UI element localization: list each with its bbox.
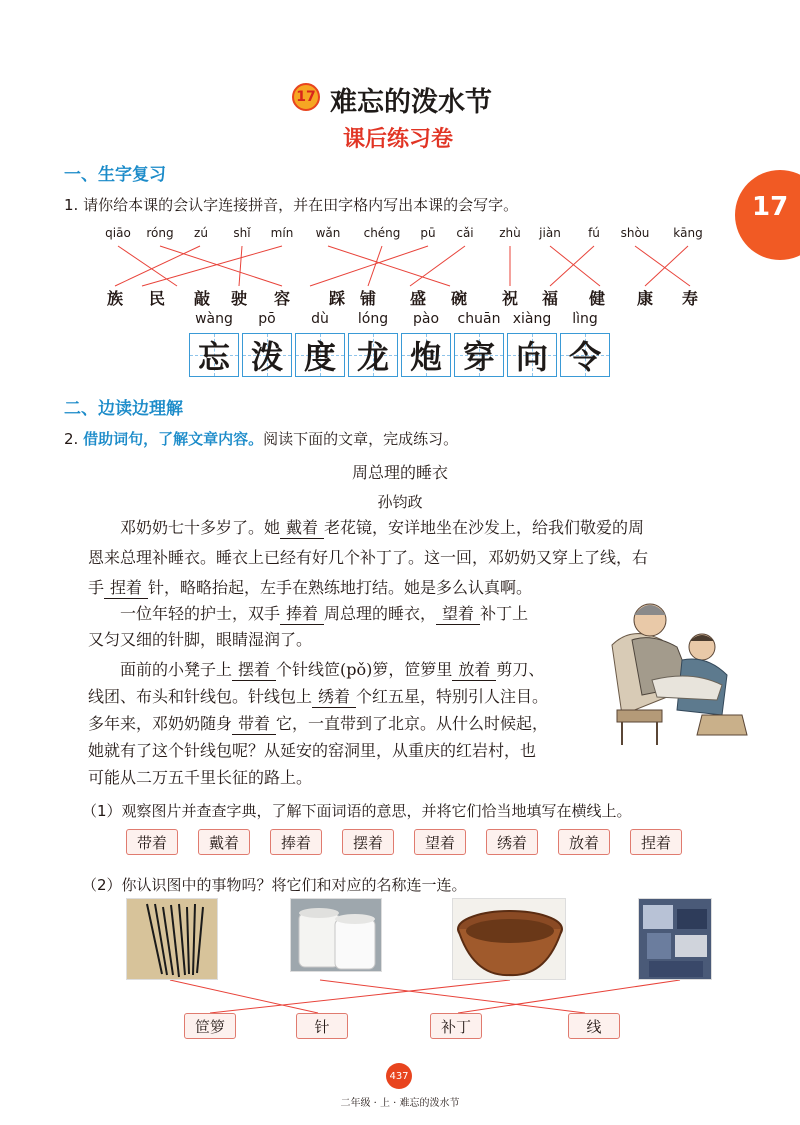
passage-author: 孙钧政 — [377, 493, 423, 511]
passage-line — [88, 578, 532, 599]
fill-blank: 捧着 — [280, 604, 324, 625]
tianzige-cell[interactable] — [454, 333, 504, 377]
grid-character: 忘 — [197, 338, 230, 376]
fill-blank: 捏着 — [104, 578, 148, 599]
grid-pinyin: lóng — [357, 311, 389, 327]
pinyin-item[interactable]: pū — [420, 226, 436, 240]
tianzige-cell[interactable] — [295, 333, 345, 377]
picture-match-lines — [170, 980, 680, 1013]
basket-photo — [452, 898, 566, 980]
passage-line: 她就有了这个针线包呢？从延安的窑洞里，从重庆的红岩村，也 — [88, 741, 537, 760]
name-box-needle[interactable]: 针 — [296, 1013, 348, 1039]
character-item[interactable]: 容 — [273, 289, 290, 308]
passage-text: 个针线笸(pǒ)箩，笸箩里 — [276, 660, 453, 679]
pinyin-item[interactable]: shǐ — [233, 226, 251, 240]
fill-blank: 望着 — [436, 604, 480, 625]
passage-text: 手 — [88, 578, 105, 597]
pinyin-match-lines — [115, 246, 690, 286]
sub-question-2: （2）你认识图中的事物吗？将它们和对应的名称连一连。 — [82, 876, 467, 894]
page-number: 437 — [386, 1063, 412, 1089]
passage-line — [88, 714, 548, 735]
character-item[interactable]: 族 — [106, 289, 123, 308]
section-title-1: 一、生字复习 — [64, 165, 166, 185]
pinyin-item[interactable]: wǎn — [315, 226, 341, 240]
character-item[interactable]: 民 — [148, 289, 165, 308]
question-2-highlight: 借助词句，了解文章内容。 — [83, 430, 264, 448]
pinyin-item[interactable]: fú — [588, 226, 600, 240]
word-chip[interactable]: 带着 — [126, 829, 178, 855]
grandma-sewing-illustration — [602, 585, 752, 750]
passage-text: 老花镜，安详地坐在沙发上，给我们敬爱的周 — [324, 518, 645, 537]
passage-line: 可能从二万五千里长征的路上。 — [88, 768, 313, 787]
grid-pinyin: xiàng — [512, 311, 552, 327]
passage-text: 邓奶奶七十多岁了。她 — [120, 518, 281, 537]
fill-blank: 绣着 — [312, 687, 356, 708]
grid-pinyin: pō — [258, 311, 276, 327]
passage-text: 周总理的睡衣， — [324, 604, 437, 623]
thread-spools-image — [291, 899, 382, 972]
needles-image — [127, 899, 218, 980]
grid-character: 向 — [515, 338, 548, 376]
passage-text: 多年来，邓奶奶随身 — [88, 714, 233, 733]
needles-photo — [126, 898, 218, 980]
tianzige-grid — [189, 333, 610, 377]
lesson-title: 难忘的泼水节 — [330, 87, 492, 118]
passage-text: 它，一直带到了北京。从什么时候起， — [276, 714, 549, 733]
passage-text: 针，略略抬起，左手在熟练地打结。她是多么认真啊。 — [148, 578, 533, 597]
passage-text: 剪刀、 — [496, 660, 545, 679]
word-chip[interactable]: 绣着 — [486, 829, 538, 855]
grid-pinyin: pào — [412, 311, 440, 327]
pinyin-item[interactable]: cǎi — [456, 226, 474, 240]
character-item[interactable]: 祝 — [501, 289, 518, 308]
character-item[interactable]: 敲 — [193, 289, 210, 308]
character-item[interactable]: 踩 — [328, 289, 345, 308]
grid-character: 泼 — [250, 338, 283, 376]
passage-line — [120, 518, 644, 539]
question-2-number: 2. — [64, 430, 79, 448]
pinyin-item[interactable]: mín — [270, 226, 294, 240]
basket-image — [453, 899, 566, 980]
tianzige-cell[interactable] — [507, 333, 557, 377]
passage-line — [88, 687, 548, 708]
patched-cloth-image — [639, 899, 712, 980]
character-item[interactable]: 碗 — [450, 289, 467, 308]
passage-text: 补丁上 — [480, 604, 529, 623]
word-chip[interactable]: 望着 — [414, 829, 466, 855]
name-box-patch[interactable]: 补丁 — [430, 1013, 482, 1039]
passage-line — [120, 604, 528, 625]
word-chip[interactable]: 放着 — [558, 829, 610, 855]
fill-blank: 戴着 — [280, 518, 324, 539]
section-title-2: 二、边读边理解 — [64, 399, 183, 419]
word-bank — [126, 829, 682, 855]
word-chip[interactable]: 戴着 — [198, 829, 250, 855]
name-box-thread[interactable]: 线 — [568, 1013, 620, 1039]
patch-cloth-photo — [638, 898, 712, 980]
sub-question-1: （1）观察图片并查查字典，了解下面词语的意思，并将它们恰当地填写在横线上。 — [82, 802, 632, 820]
passage-line: 又匀又细的针脚，眼睛湿润了。 — [88, 630, 313, 649]
tianzige-cell[interactable] — [189, 333, 239, 377]
character-item[interactable]: 康 — [636, 289, 653, 308]
character-item[interactable]: 铺 — [359, 289, 376, 308]
character-item[interactable]: 健 — [588, 289, 605, 308]
grid-pinyin: lìng — [572, 311, 598, 327]
pinyin-item[interactable]: róng — [146, 226, 174, 240]
tianzige-cell[interactable] — [560, 333, 610, 377]
grid-character: 度 — [303, 338, 336, 376]
pinyin-item[interactable]: shòu — [620, 226, 650, 240]
question-1: 1. 请你给本课的会认字连接拼音，并在田字格内写出本课的会写字。 — [64, 196, 519, 214]
passage-line: 恩来总理补睡衣。睡衣上已经有好几个补丁了。这一回，邓奶奶又穿上了线，右 — [88, 548, 649, 567]
pinyin-item[interactable]: zhù — [499, 226, 521, 240]
character-item[interactable]: 寿 — [681, 289, 698, 308]
word-chip[interactable]: 捏着 — [630, 829, 682, 855]
grid-character: 穿 — [462, 338, 495, 376]
pinyin-item[interactable]: qiāo — [105, 226, 131, 240]
fill-blank: 摆着 — [232, 660, 276, 681]
pinyin-item[interactable]: chéng — [363, 226, 401, 240]
grid-pinyin: chuān — [457, 311, 501, 327]
grid-character: 炮 — [409, 338, 442, 376]
passage-text: 面前的小凳子上 — [120, 660, 233, 679]
grid-character: 龙 — [356, 338, 389, 376]
tianzige-cell[interactable] — [348, 333, 398, 377]
tianzige-cell[interactable] — [242, 333, 292, 377]
passage-text: 线团、布头和针线包。针线包上 — [88, 687, 313, 706]
grid-character: 令 — [568, 338, 601, 376]
fill-blank: 放着 — [452, 660, 496, 681]
passage-text: 一位年轻的护士，双手 — [120, 604, 281, 623]
grid-pinyin-row — [189, 311, 610, 327]
tianzige-cell[interactable] — [401, 333, 451, 377]
question-2 — [64, 428, 458, 449]
pinyin-item[interactable]: kāng — [673, 226, 703, 240]
pinyin-item[interactable]: jiàn — [539, 226, 561, 240]
lesson-number: 17 — [296, 89, 316, 105]
character-item[interactable]: 盛 — [409, 289, 426, 308]
pinyin-item[interactable]: zú — [194, 226, 208, 240]
worksheet-subtitle: 课后练习卷 — [343, 127, 454, 152]
character-item[interactable]: 福 — [541, 289, 558, 308]
grid-pinyin: dù — [311, 311, 329, 327]
passage-text: 个红五星，特别引人注目。 — [356, 687, 549, 706]
grid-pinyin: wàng — [195, 311, 233, 327]
passage-line — [120, 660, 544, 681]
thread-photo — [290, 898, 382, 972]
side-tab-number: 17 — [752, 192, 789, 222]
question-2-instruction: 阅读下面的文章，完成练习。 — [263, 430, 459, 448]
character-item[interactable]: 驶 — [230, 289, 247, 308]
word-chip[interactable]: 捧着 — [270, 829, 322, 855]
fill-blank: 带着 — [232, 714, 276, 735]
passage-title: 周总理的睡衣 — [351, 463, 448, 482]
name-box-basket[interactable]: 笸箩 — [184, 1013, 236, 1039]
word-chip[interactable]: 摆着 — [342, 829, 394, 855]
footer-text: 二年级 · 上 · 难忘的泼水节 — [340, 1098, 460, 1109]
